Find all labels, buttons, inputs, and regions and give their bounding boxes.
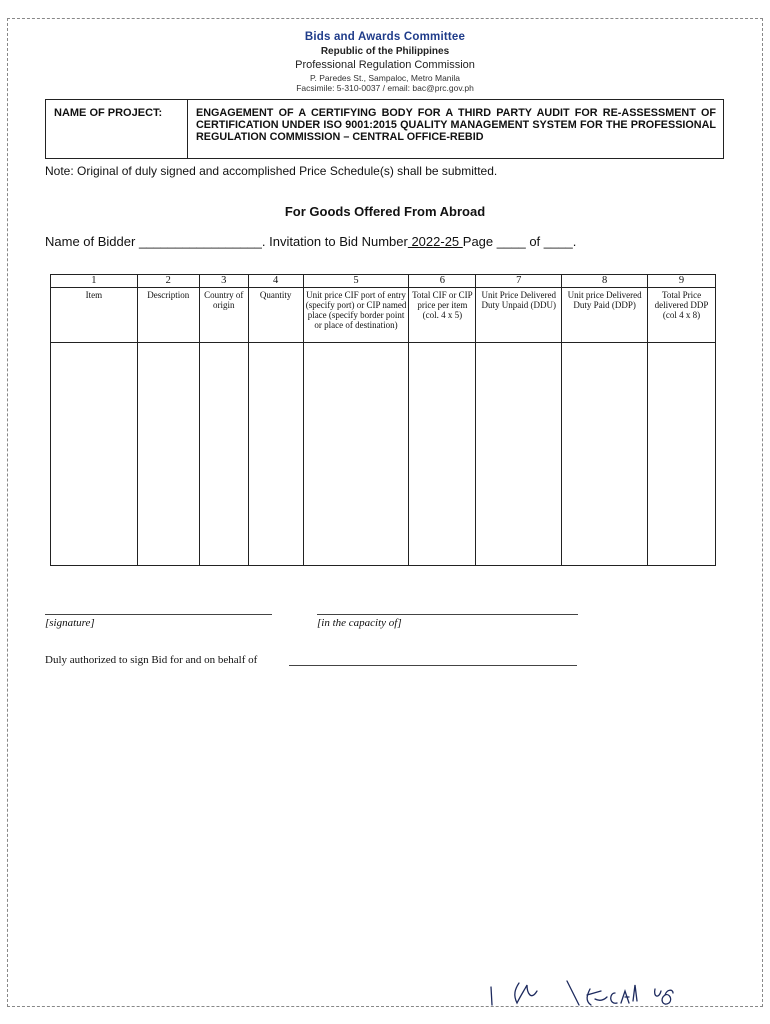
- column-header-ddp: Unit price Delivered Duty Paid (DDP): [562, 288, 648, 343]
- column-number: 5: [303, 275, 409, 288]
- authorized-label: Duly authorized to sign Bid for and on behalf of: [45, 654, 258, 666]
- column-number: 7: [476, 275, 562, 288]
- column-header-quantity: Quantity: [248, 288, 303, 343]
- capacity-line[interactable]: [317, 614, 578, 615]
- invitation-label: . Invitation to Bid Number: [261, 234, 408, 249]
- column-number: 1: [51, 275, 138, 288]
- column-number-row: [51, 275, 716, 288]
- column-header-country: Country of origin: [199, 288, 248, 343]
- column-header-description: Description: [137, 288, 199, 343]
- column-number: 6: [409, 275, 476, 288]
- address-line: P. Paredes St., Sampaloc, Metro Manila: [309, 73, 461, 83]
- description-cell[interactable]: [137, 343, 199, 566]
- page-label: Page: [462, 234, 494, 249]
- agency-line: Professional Regulation Commission: [295, 59, 475, 71]
- section-title: For Goods Offered From Abroad: [284, 204, 486, 219]
- column-header-row: [51, 288, 716, 343]
- bidder-line: [45, 234, 576, 249]
- total-cif-cell[interactable]: [409, 343, 476, 566]
- column-number: 4: [248, 275, 303, 288]
- country-cell[interactable]: [199, 343, 248, 566]
- item-cell[interactable]: [51, 343, 138, 566]
- column-number: 9: [648, 275, 716, 288]
- contact-line: Facsimile: 5-310-0037 / email: bac@prc.gov.ph: [296, 83, 474, 93]
- quantity-cell[interactable]: [248, 343, 303, 566]
- table-row: [51, 343, 716, 566]
- project-divider: [187, 100, 188, 158]
- column-number: 3: [199, 275, 248, 288]
- of-field[interactable]: ____.: [540, 234, 577, 249]
- column-number: 8: [562, 275, 648, 288]
- price-schedule-table: [50, 274, 716, 566]
- project-box: [45, 99, 724, 159]
- bidder-name-label: Name of Bidder: [45, 234, 136, 249]
- total-ddp-cell[interactable]: [648, 343, 716, 566]
- unit-price-cif-cell[interactable]: [303, 343, 409, 566]
- column-header-unit-price-cif: Unit price CIF port of entry (specify port) or CIP named place (specify border point or place of destination): [303, 288, 409, 343]
- authorized-line[interactable]: [289, 665, 577, 666]
- ddp-cell[interactable]: [562, 343, 648, 566]
- project-name: ENGAGEMENT OF A CERTIFYING BODY FOR A THIRD PARTY AUDIT FOR RE-ASSESSMENT OF CERTIFICATION UNDER ISO 9001:2015 QUALITY MANAGEMENT SYSTEM FOR THE PROFESSIONAL REGULATION COMMISSION – CENTRAL OFFICE-REBID: [196, 107, 716, 143]
- column-number: 2: [137, 275, 199, 288]
- project-label: NAME OF PROJECT:: [54, 107, 163, 119]
- column-header-total-ddp: Total Price delivered DDP (col 4 x 8): [648, 288, 716, 343]
- bidder-name-field[interactable]: _________________: [138, 234, 262, 249]
- column-header-total-cif: Total CIF or CIP price per item (col. 4 x 5): [409, 288, 476, 343]
- signature-label: [signature]: [45, 617, 95, 629]
- signature-line[interactable]: [45, 614, 272, 615]
- column-header-item: Item: [51, 288, 138, 343]
- committee-title: Bids and Awards Committee: [304, 31, 466, 43]
- column-header-ddu: Unit Price Delivered Duty Unpaid (DDU): [476, 288, 562, 343]
- invitation-number: 2022-25: [407, 234, 463, 249]
- ddu-cell[interactable]: [476, 343, 562, 566]
- page-field[interactable]: ____: [493, 234, 526, 249]
- republic-line: Republic of the Philippines: [320, 46, 450, 57]
- of-label: of: [525, 234, 541, 249]
- submission-note: Note: Original of duly signed and accomplished Price Schedule(s) shall be submitted.: [45, 164, 498, 178]
- handwritten-initials: [487, 975, 687, 1009]
- capacity-label: [in the capacity of]: [317, 617, 402, 629]
